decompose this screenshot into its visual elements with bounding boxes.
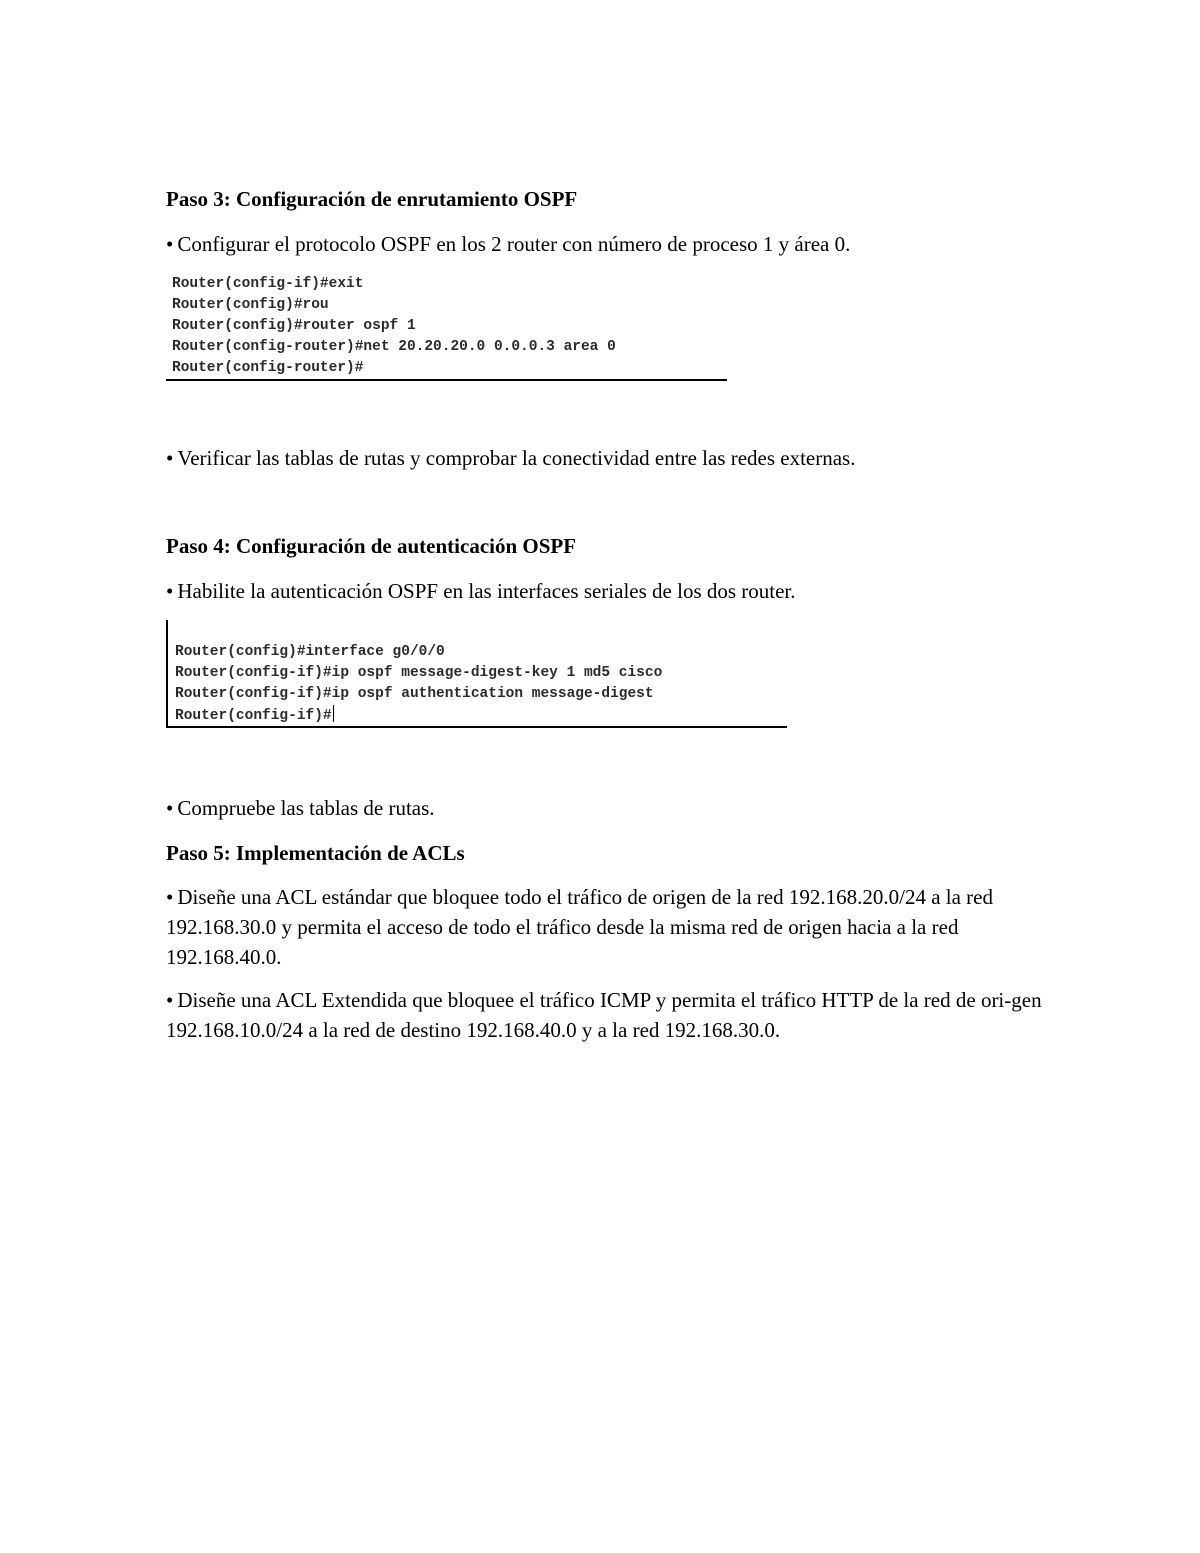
terminal-line: Router(config-if)#ip ospf authentication message-digest <box>175 686 654 702</box>
step5-bullet-standard-acl-text: Diseñe una ACL estándar que bloquee todo el tráfico de origen de la red 192.168.20.0/24 a la red 192.168.30.0 y permita el acceso de todo el tráfico desde la misma red de origen hacia a la red 192.168.40.0. <box>166 885 993 969</box>
step3-bullet-verify <box>166 443 855 473</box>
step3-bullet-verify-text: Verificar las tablas de rutas y comprobar la conectividad entre las redes externas. <box>177 446 856 470</box>
terminal-screenshot-ospf <box>166 274 727 381</box>
terminal-line: Router(config-router)#net 20.20.20.0 0.0.0.3 area 0 <box>172 339 616 355</box>
step5-heading: Paso 5: Implementación de ACLs <box>166 841 465 865</box>
bullet-symbol: • <box>166 796 174 820</box>
step3-bullet-configure <box>166 229 850 259</box>
terminal-line-prompt <box>175 705 787 727</box>
step3-bullet-configure-text: Configurar el protocolo OSPF en los 2 router con número de proceso 1 y área 0. <box>177 232 851 256</box>
terminal-line: Router(config-if)#exit <box>172 276 364 292</box>
step5-bullet-standard-acl <box>166 882 1046 972</box>
step4-heading: Paso 4: Configuración de autenticación OSPF <box>166 534 577 558</box>
terminal-prompt-text: Router(config-if)# <box>175 708 332 724</box>
bullet-symbol: • <box>166 885 174 909</box>
step4-bullet-check-text: Compruebe las tablas de rutas. <box>177 796 435 820</box>
step5-bullet-extended-acl <box>166 985 1046 1045</box>
terminal-line: Router(config)#rou <box>172 297 329 313</box>
step4-bullet-check <box>166 793 435 823</box>
terminal-line: Router(config)#interface g0/0/0 <box>175 644 445 660</box>
bullet-symbol: • <box>166 988 174 1012</box>
step4-bullet-enable <box>166 576 796 606</box>
terminal-screenshot-auth <box>166 620 787 728</box>
terminal-line: Router(config-if)#ip ospf message-digest-key 1 md5 cisco <box>175 665 663 681</box>
step5-bullet-extended-acl-text: Diseñe una ACL Extendida que bloquee el tráfico ICMP y permita el tráfico HTTP de la red de ori-gen 192.168.10.0/24 a la red de destino 192.168.40.0 y a la red 192.168.30.0. <box>166 988 1042 1042</box>
terminal-line: Router(config-router)# <box>172 360 364 376</box>
step3-heading: Paso 3: Configuración de enrutamiento OSPF <box>166 187 578 211</box>
step4-bullet-enable-text: Habilite la autenticación OSPF en las interfaces seriales de los dos router. <box>177 579 796 603</box>
bullet-symbol: • <box>166 579 174 603</box>
bullet-symbol: • <box>166 446 174 470</box>
text-cursor-icon <box>333 705 334 722</box>
terminal-line: Router(config)#router ospf 1 <box>172 318 416 334</box>
bullet-symbol: • <box>166 232 174 256</box>
